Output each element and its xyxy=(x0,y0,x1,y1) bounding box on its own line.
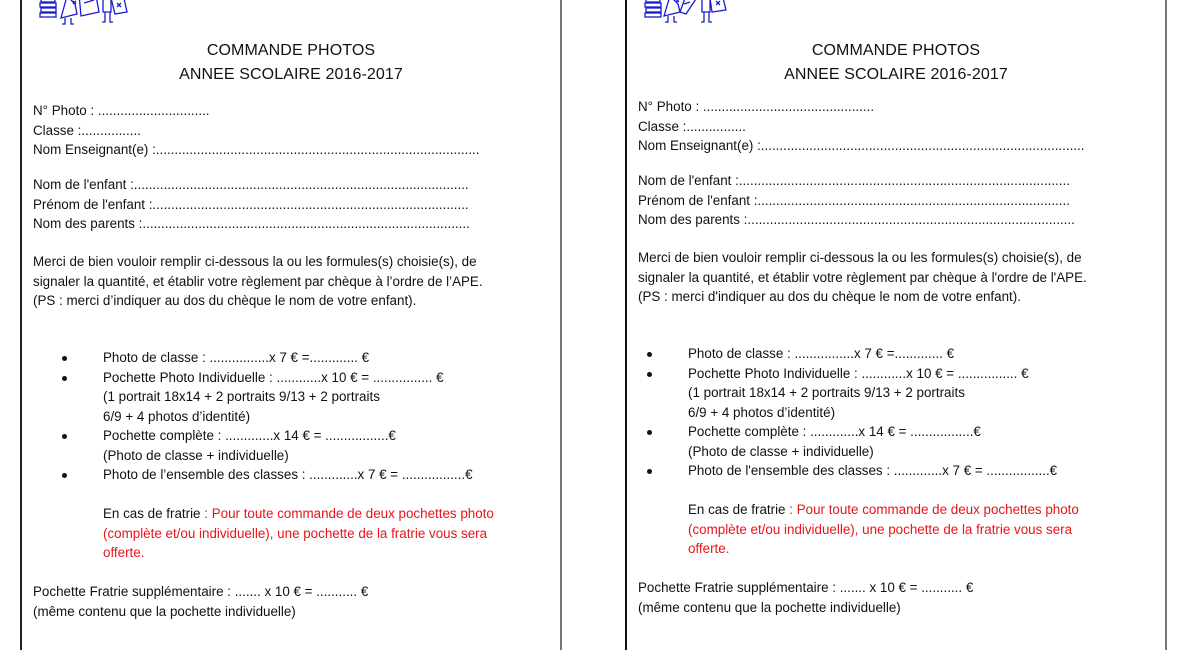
extra-sibling-pack xyxy=(33,582,368,621)
bullet-icon xyxy=(647,469,652,474)
item-label: Pochette complète : .............x 14 € = .................€ xyxy=(688,424,981,439)
bullet-icon xyxy=(62,356,67,361)
child-fields xyxy=(33,175,470,234)
item-detail: (Photo de classe + individuelle) xyxy=(103,447,289,463)
bullet-icon xyxy=(647,430,652,435)
item-detail: (1 portrait 18x14 + 2 portraits 9/13 + 2 portraits xyxy=(688,385,965,400)
item-detail: (1 portrait 18x14 + 2 portraits 9/13 + 2 portraits xyxy=(103,389,380,404)
extra-sibling-pack-line[interactable]: Pochette Fratrie supplémentaire : ....... x 10 € = ........... € xyxy=(33,584,369,599)
school-year: ANNEE SCOLAIRE 2016-2017 xyxy=(179,66,403,83)
item-label: Pochette Photo Individuelle : ............x 10 € = ................ € xyxy=(103,369,444,385)
instruction-line: Merci de bien vouloir remplir ci-dessous la ou les formules(s) choisie(s), de xyxy=(638,250,1082,265)
item-individual-pack[interactable] xyxy=(644,364,1057,384)
item-class-photo[interactable] xyxy=(59,348,473,368)
extra-sibling-pack-note: (même contenu que la pochette individuelle) xyxy=(638,599,901,615)
class-field[interactable]: Classe :................ xyxy=(33,122,141,138)
item-all-classes-photo[interactable] xyxy=(644,461,1057,481)
extra-sibling-pack xyxy=(638,578,973,617)
bullet-icon xyxy=(62,376,67,381)
order-form-left xyxy=(20,0,562,650)
order-items xyxy=(644,344,1057,481)
sibling-note-text: : Pour toute commande de deux pochettes photo xyxy=(204,506,494,521)
item-all-classes-photo[interactable] xyxy=(59,465,473,485)
sibling-note xyxy=(103,504,494,563)
item-detail: (Photo de classe + individuelle) xyxy=(688,443,874,459)
extra-sibling-pack-line[interactable]: Pochette Fratrie supplémentaire : ....... x 10 € = ........... € xyxy=(638,580,974,595)
identification-fields xyxy=(33,101,479,160)
item-label: Pochette Photo Individuelle : ............x 10 € = ................ € xyxy=(688,365,1029,381)
teacher-name-field[interactable]: Nom Enseignant(e) :....................................................................................... xyxy=(33,142,480,157)
school-logo-icon xyxy=(632,0,732,26)
child-fields xyxy=(638,171,1075,230)
child-last-name-field[interactable]: Nom de l'enfant :......................................................................................... xyxy=(638,173,1070,188)
child-first-name-field[interactable]: Prénom de l'enfant :..................................................................................... xyxy=(33,196,469,212)
sibling-note-text: offerte. xyxy=(103,545,145,560)
class-field[interactable]: Classe :................ xyxy=(638,118,746,134)
item-detail: 6/9 + 4 photos d’identité) xyxy=(103,408,251,424)
photo-number-field[interactable]: N° Photo : .............................. xyxy=(33,103,210,118)
order-form-right xyxy=(625,0,1167,650)
item-label: Pochette complète : .............x 14 € = .................€ xyxy=(103,428,396,443)
sibling-note xyxy=(688,500,1079,559)
item-class-photo[interactable] xyxy=(644,344,1057,364)
sibling-note-text: (complète et/ou individuelle), une pochette de la fratrie vous sera xyxy=(103,525,488,541)
instructions xyxy=(33,252,483,311)
bullet-icon xyxy=(62,473,67,478)
item-detail: 6/9 + 4 photos d’identité) xyxy=(688,404,836,420)
item-label: Photo de l'ensemble des classes : .............x 7 € = .................€ xyxy=(688,463,1058,478)
item-individual-pack[interactable] xyxy=(59,368,473,388)
item-label: Photo de classe : ................x 7 € =............. € xyxy=(688,346,955,361)
school-year: ANNEE SCOLAIRE 2016-2017 xyxy=(784,66,1008,83)
photo-number-field[interactable]: N° Photo : .............................................. xyxy=(638,99,875,114)
instruction-line: Merci de bien vouloir remplir ci-dessous la ou les formules(s) choisie(s), de xyxy=(33,254,477,269)
sibling-note-text: : Pour toute commande de deux pochettes photo xyxy=(789,502,1079,517)
child-first-name-field[interactable]: Prénom de l'enfant :.................................................................................... xyxy=(638,192,1070,208)
instruction-line: (PS : merci d’indiquer au dos du chèque le nom de votre enfant). xyxy=(33,293,417,308)
item-complete-pack[interactable] xyxy=(59,426,473,446)
instruction-line: signaler la quantité, et établir votre règlement par chèque à l'ordre de l'APE. xyxy=(638,269,1087,285)
item-label: Photo de classe : ................x 7 € =............. € xyxy=(103,350,370,365)
sibling-note-text: offerte. xyxy=(688,541,730,556)
bullet-icon xyxy=(62,434,67,439)
bullet-icon xyxy=(647,372,652,377)
child-last-name-field[interactable]: Nom de l'enfant :.......................................................................................... xyxy=(33,177,469,192)
parents-name-field[interactable]: Nom des parents :........................................................................................ xyxy=(33,216,470,231)
instruction-line: signaler la quantité, et établir votre règlement par chèque à l’ordre de l’APE. xyxy=(33,273,483,289)
instruction-line: (PS : merci d'indiquer au dos du chèque le nom de votre enfant). xyxy=(638,289,1021,304)
parents-name-field[interactable]: Nom des parents :........................................................................................ xyxy=(638,212,1075,227)
bullet-icon xyxy=(647,352,652,357)
item-complete-pack[interactable] xyxy=(644,422,1057,442)
sibling-note-lead: En cas de fratrie xyxy=(103,506,201,521)
item-label: Photo de l’ensemble des classes : .............x 7 € = .................€ xyxy=(103,467,473,482)
instructions xyxy=(638,248,1087,307)
school-logo-icon xyxy=(37,0,137,26)
sibling-note-text: (complète et/ou individuelle), une pochette de la fratrie vous sera xyxy=(688,521,1073,537)
sibling-note-lead: En cas de fratrie xyxy=(688,502,786,517)
identification-fields xyxy=(638,97,1084,156)
order-items xyxy=(59,348,473,485)
form-title: COMMANDE PHOTOS xyxy=(811,42,981,59)
extra-sibling-pack-note: (même contenu que la pochette individuelle) xyxy=(33,603,296,619)
form-title: COMMANDE PHOTOS xyxy=(206,42,376,59)
teacher-name-field[interactable]: Nom Enseignant(e) :....................................................................................... xyxy=(638,138,1085,153)
